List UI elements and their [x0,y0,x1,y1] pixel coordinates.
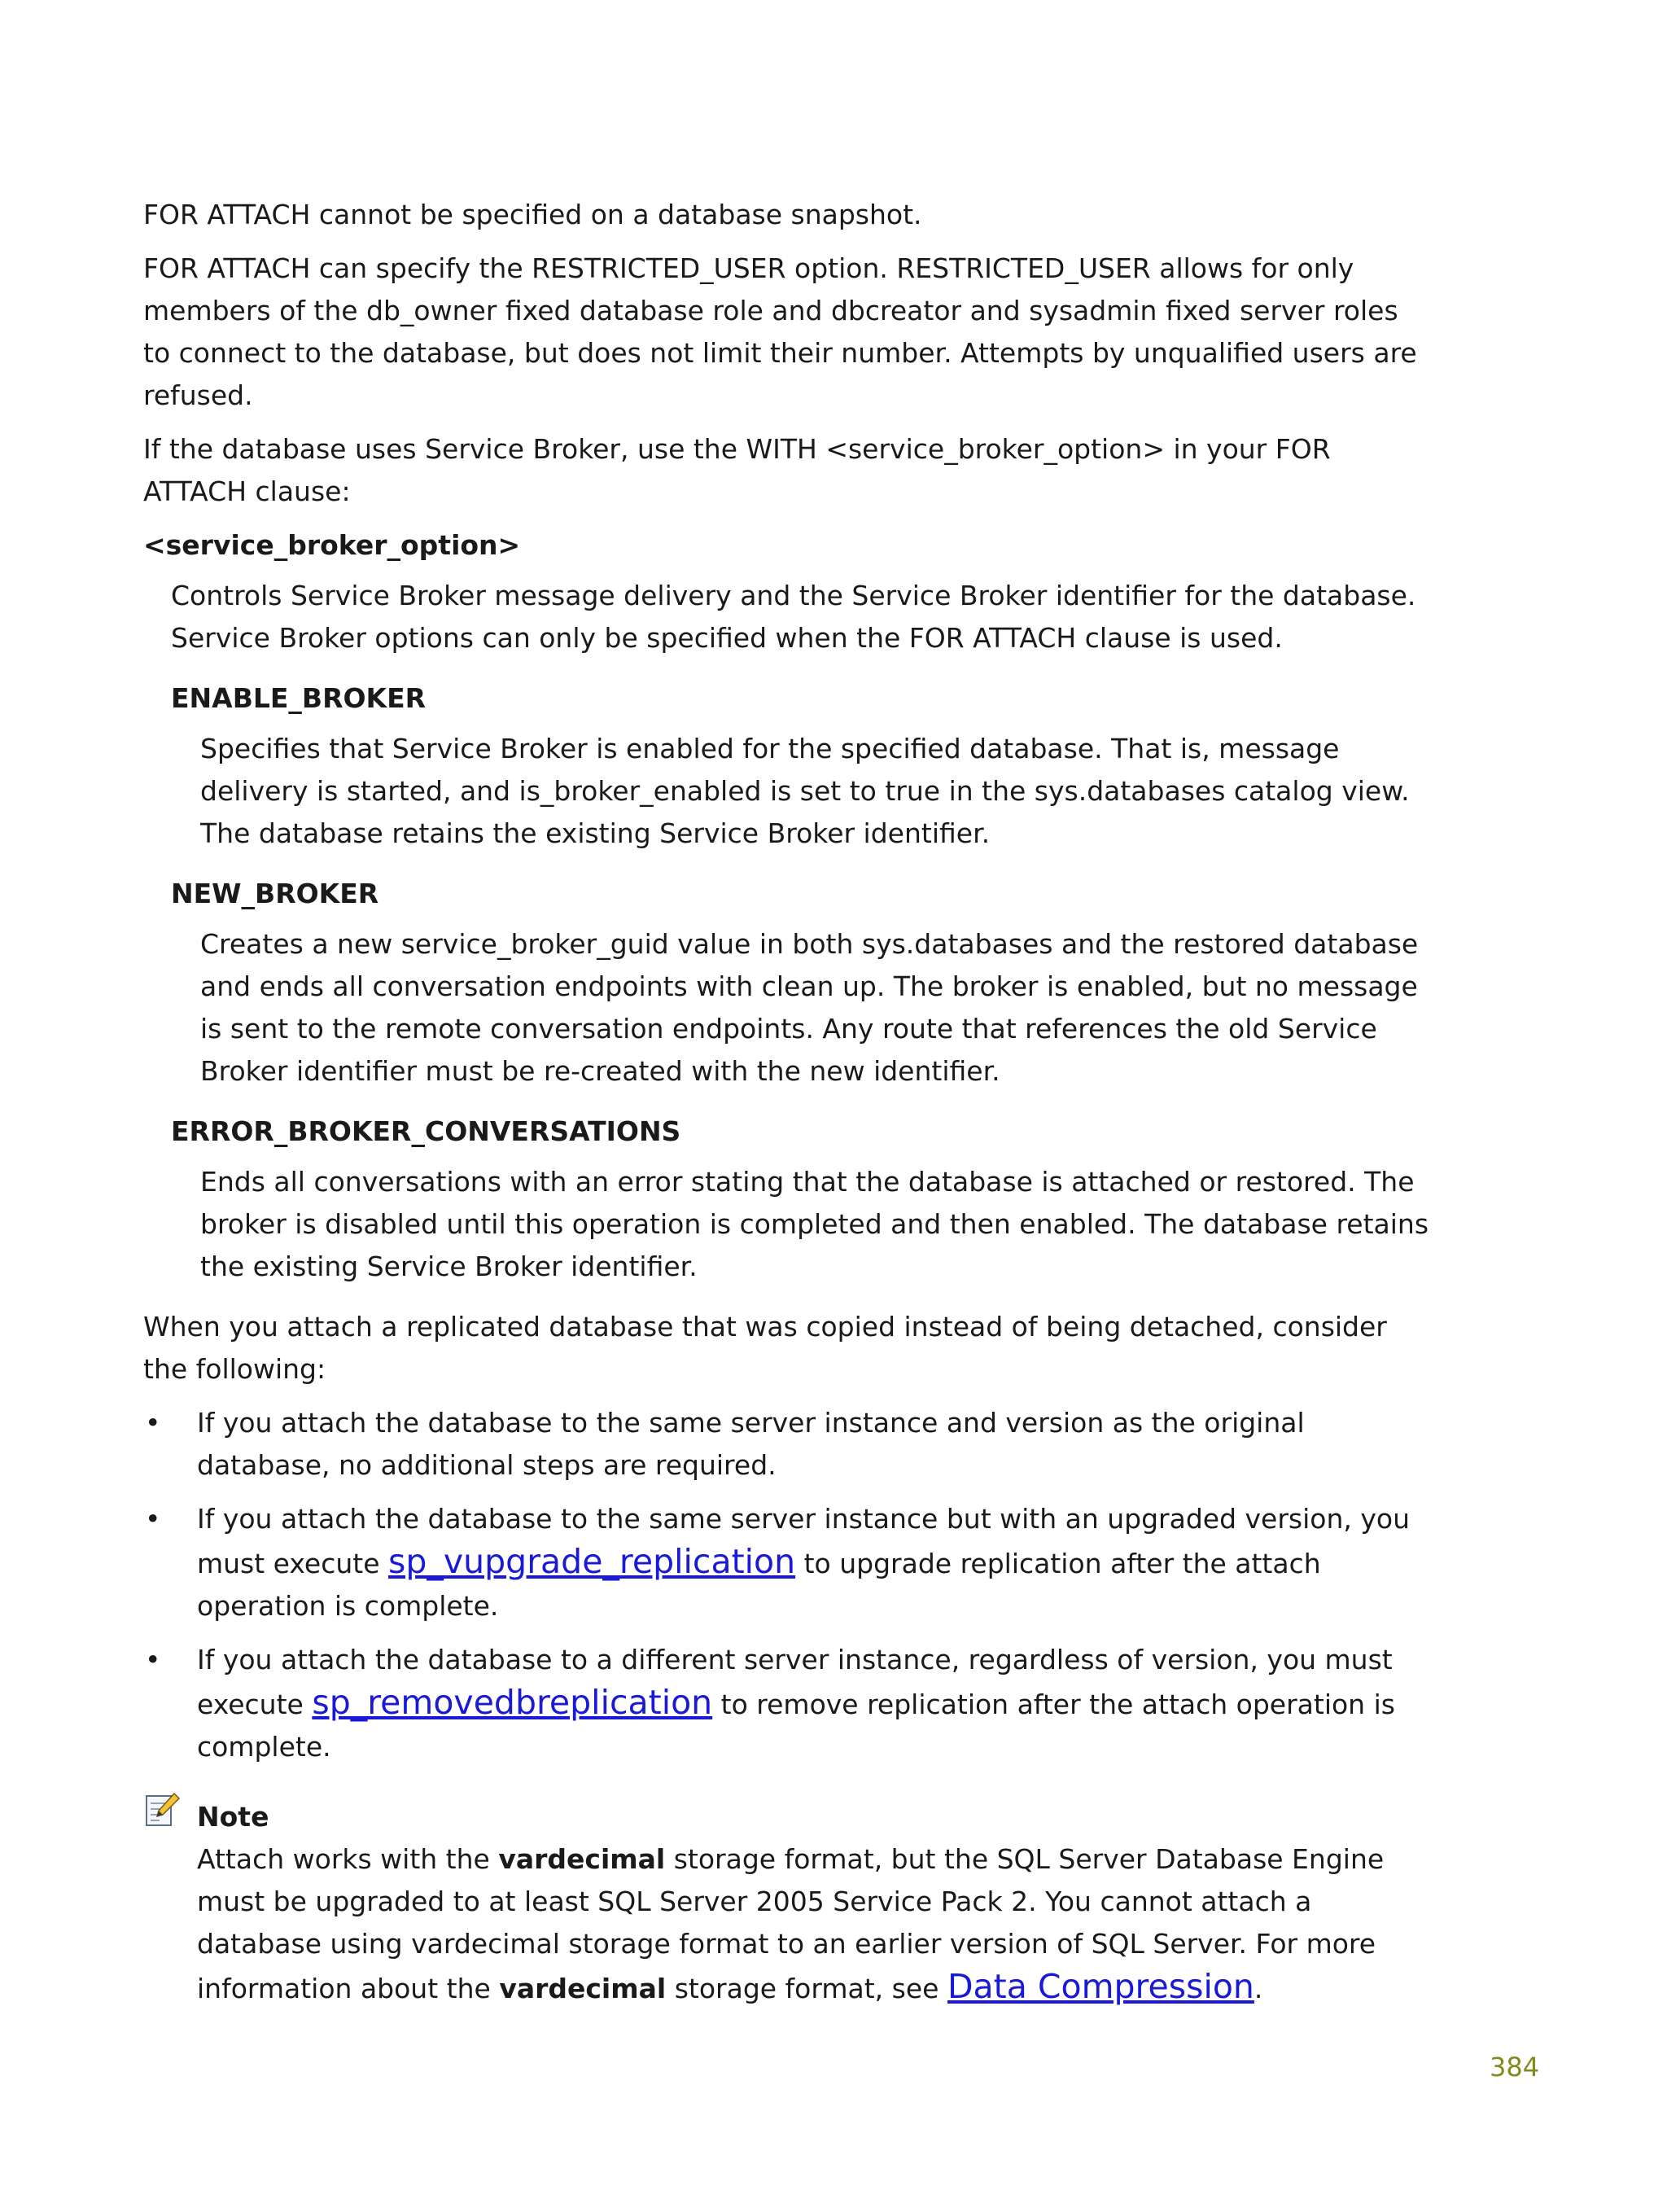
note-bold-vardecimal: vardecimal [499,1973,667,2004]
note-text: . [1254,1973,1263,2004]
note-text: Attach works with the [197,1843,499,1875]
bullet-icon: • [145,1407,161,1439]
list-item [143,1639,1429,1768]
new-broker-description: Creates a new service_broker_guid value in both sys.databases and the restored database and ends all conversation endpoints with clean up. The broker is enabled, but no message is sent to the remote conversation endpoints. Any route that references the old Service Broker identifier must be re-created with the new identifier. [200,928,1419,1087]
bullet-icon: • [145,1503,161,1535]
bullet-text-before: If you attach the database to a different server instance, regardless of version, you must execute [197,1644,1393,1720]
bullet-text-after: to remove replication after the attach operation is complete. [197,1689,1395,1763]
bullet-text-after: to upgrade replication after the attach operation is complete. [197,1548,1321,1622]
term-service-broker-option: <service_broker_option> [143,529,521,561]
paragraph-snapshot: FOR ATTACH cannot be specified on a database snapshot. [143,199,922,230]
note-title: Note [197,1801,269,1833]
bullet-icon: • [145,1644,161,1675]
note-pencil-icon [143,1791,181,1829]
note-bold-vardecimal: vardecimal [498,1843,666,1875]
paragraph-restricted-user: FOR ATTACH can specify the RESTRICTED_USER option. RESTRICTED_USER allows for only members of the db_owner fixed database role and dbcreator and sysadmin fixed server roles to connect to the database, but does not limit their number. Attempts by unqualified users are refused. [143,252,1417,411]
list-item [143,1498,1429,1627]
note-text: storage format, see [666,1973,947,2004]
term-error-broker-conversations: ERROR_BROKER_CONVERSATIONS [171,1115,681,1147]
enable-broker-description: Specifies that Service Broker is enabled for the specified database. That is, message delivery is started, and is_broker_enabled is set to true in the sys.databases catalog view. The database retains the existing Service Broker identifier. [200,733,1410,849]
term-enable-broker: ENABLE_BROKER [171,682,427,714]
bullet-text: If you attach the database to the same server instance and version as the original database, no additional steps are required. [197,1407,1305,1481]
note-text: storage format, but the SQL Server Database Engine must be upgraded to at least SQL Server 2005 Service Pack 2. You cannot attach a database using vardecimal storage format to an earlier version of SQL Server. For more information about the [197,1843,1385,2004]
page-number: 384 [1490,2052,1540,2083]
data-compression-link[interactable]: Data Compression [947,1967,1254,2006]
note-body [197,1838,1429,2010]
note-box [143,1796,1429,2010]
sp-removedbreplication-link[interactable]: sp_removedbreplication [312,1683,713,1722]
sp-vupgrade-replication-link[interactable]: sp_vupgrade_replication [388,1542,796,1581]
bullet-text-before: If you attach the database to the same server instance but with an upgraded version, you must execute [197,1503,1411,1579]
error-broker-conversations-description: Ends all conversations with an error stating that the database is attached or restored. The broker is disabled until this operation is completed and then enabled. The database retains the existing Service Broker identifier. [200,1166,1429,1282]
service-broker-option-description: Controls Service Broker message delivery and the Service Broker identifier for the database. Service Broker options can only be specified when the FOR ATTACH clause is used. [171,580,1416,654]
replication-bullet-list [143,1402,1429,1768]
term-new-broker: NEW_BROKER [171,878,379,909]
paragraph-replicated-intro: When you attach a replicated database that was copied instead of being detached, consider the following: [143,1311,1387,1385]
page-content [143,194,1429,2010]
list-item [143,1402,1429,1487]
paragraph-service-broker-intro: If the database uses Service Broker, use the WITH <service_broker_option> in your FOR ATTACH clause: [143,433,1331,507]
